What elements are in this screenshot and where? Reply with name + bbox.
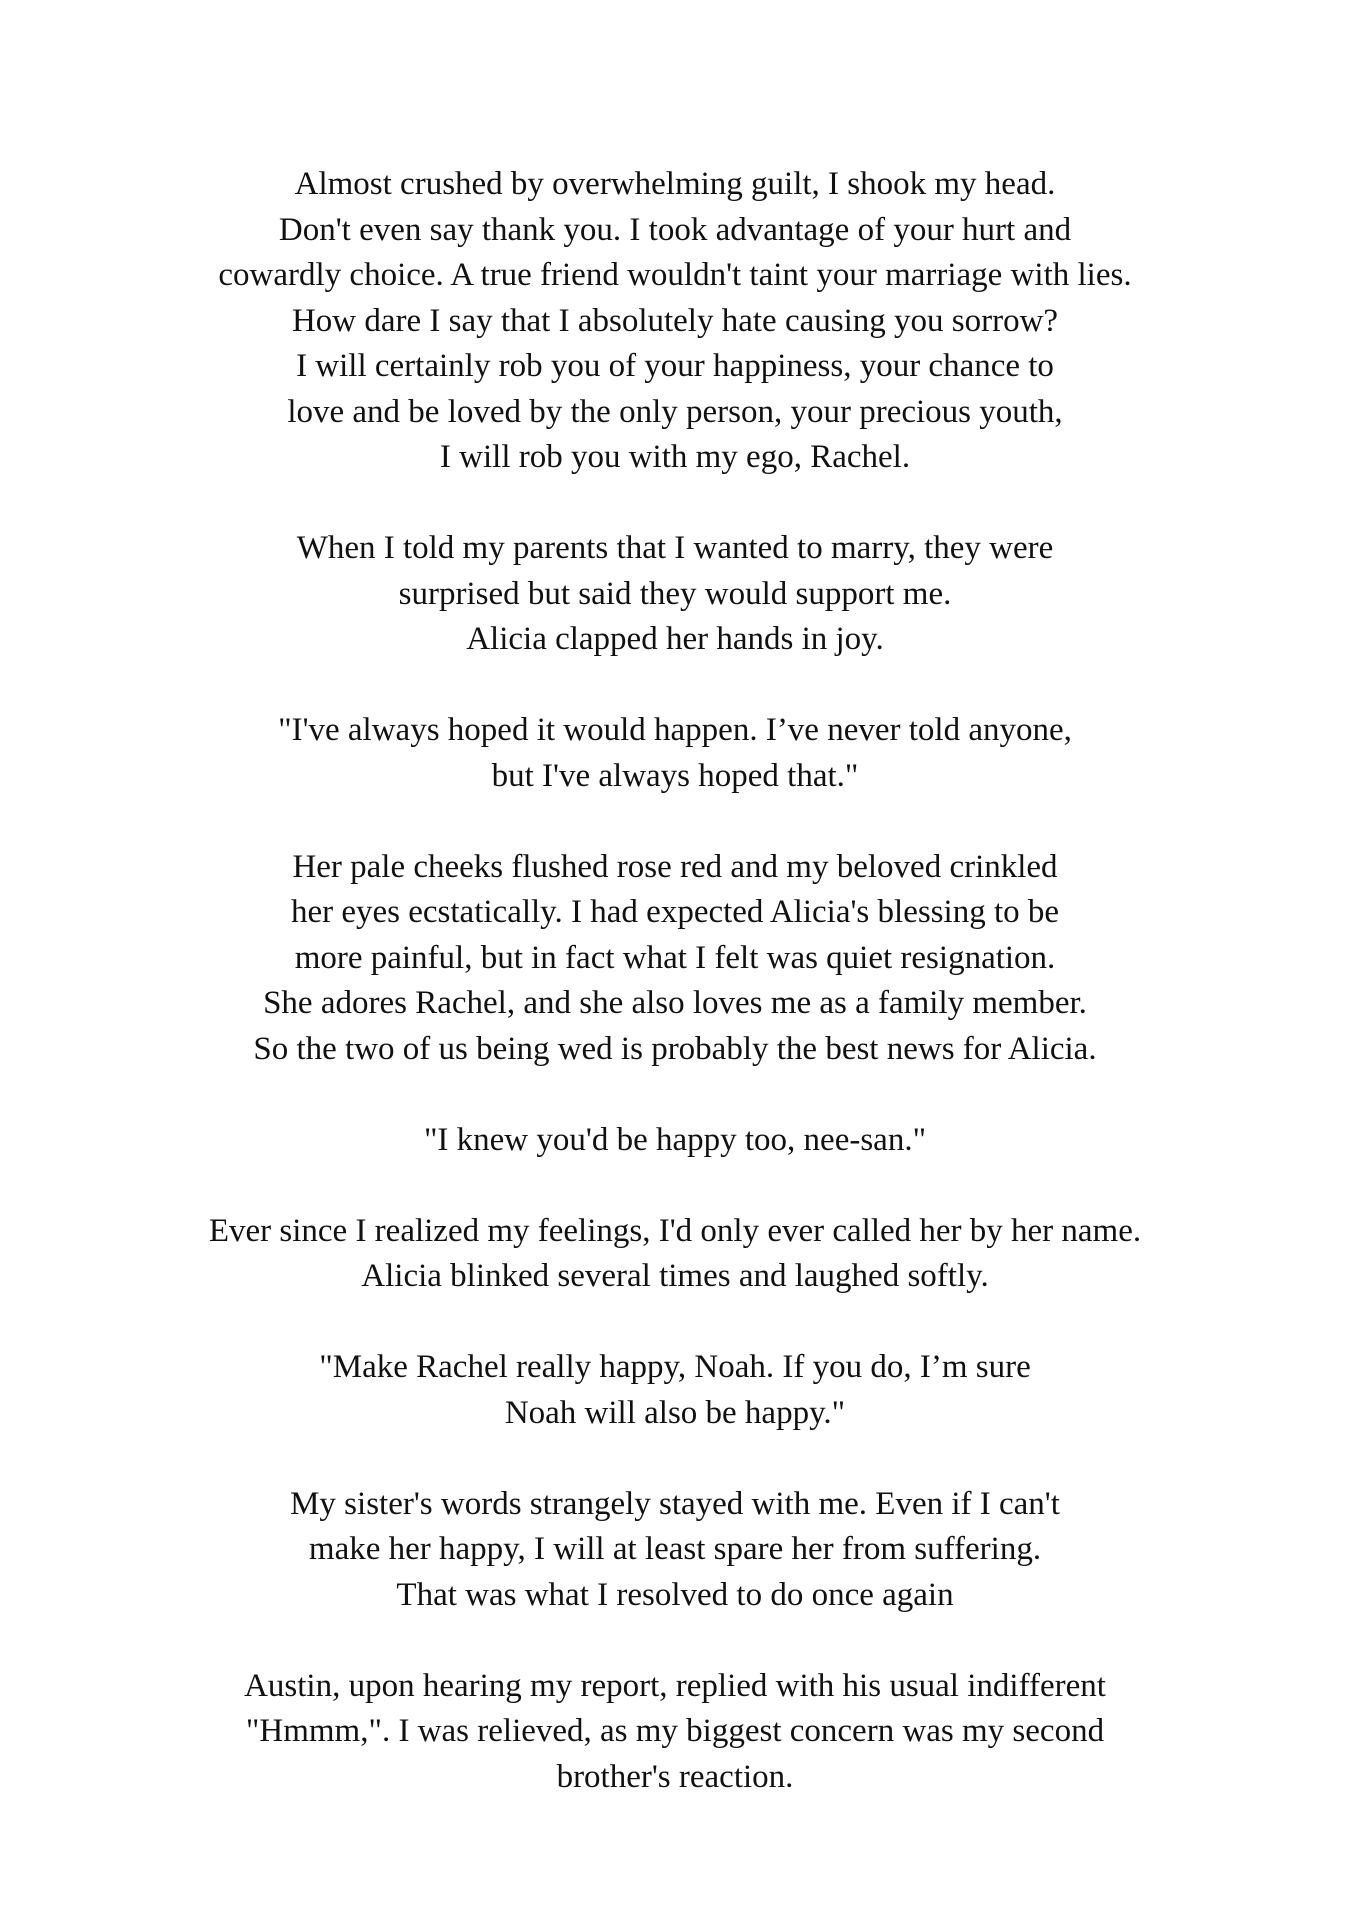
text-line: make her happy, I will at least spare her from suffering. [308,1531,1042,1567]
text-line: That was what I resolved to do once again [396,1576,954,1613]
text-line: Austin, upon hearing my report, replied with his usual indifferent [244,1667,1106,1704]
text-line: but I've always hoped that." [491,757,859,794]
text-line: "I've always hoped it would happen. I’ve never told anyone, [278,712,1072,748]
text-line: brother's reaction. [556,1758,794,1795]
paragraph [0,1345,1350,1436]
paragraph [0,1482,1350,1619]
text-line: Alicia clapped her hands in joy. [466,621,884,657]
document-page [0,162,1350,1846]
paragraph [0,526,1350,663]
text-line: So the two of us being wed is probably the best news for Alicia. [253,1030,1097,1067]
text-line: My sister's words strangely stayed with me. Even if I can't [290,1485,1060,1522]
text-line: Alicia blinked several times and laughed softly. [361,1258,989,1294]
paragraph [0,1664,1350,1801]
text-line: Noah will also be happy." [504,1394,846,1431]
text-line: How dare I say that I absolutely hate causing you sorrow? [291,302,1059,339]
text-line: "Make Rachel really happy, Noah. If you do, I’m sure [319,1349,1031,1385]
text-line: more painful, but in fact what I felt was quiet resignation. [294,939,1056,976]
text-line: I will rob you with my ego, Rachel. [439,439,911,475]
text-line: Her pale cheeks flushed rose red and my beloved crinkled [292,848,1058,885]
text-line: "I knew you'd be happy too, nee-san." [423,1121,927,1158]
text-line: I will certainly rob you of your happiness, your chance to [296,348,1054,384]
text-line: When I told my parents that I wanted to marry, they were [296,530,1054,566]
paragraph [0,708,1350,799]
paragraph [0,1118,1350,1164]
text-line: love and be loved by the only person, your precious youth, [287,393,1063,430]
paragraph [0,845,1350,1073]
text-line: surprised but said they would support me. [398,575,952,612]
paragraph [0,1209,1350,1300]
text-line: Don't even say thank you. I took advantage of your hurt and [278,211,1072,248]
text-line: Almost crushed by overwhelming guilt, I shook my head. [294,166,1056,202]
text-line: She adores Rachel, and she also loves me as a family member. [263,985,1087,1021]
text-line: her eyes ecstatically. I had expected Alicia's blessing to be [290,894,1060,930]
paragraph [0,162,1350,481]
text-line: Ever since I realized my feelings, I'd only ever called her by her name. [208,1212,1142,1249]
text-line: "Hmmm,". I was relieved, as my biggest concern was my second [245,1713,1105,1749]
text-line: cowardly choice. A true friend wouldn't taint your marriage with lies. [218,257,1132,293]
